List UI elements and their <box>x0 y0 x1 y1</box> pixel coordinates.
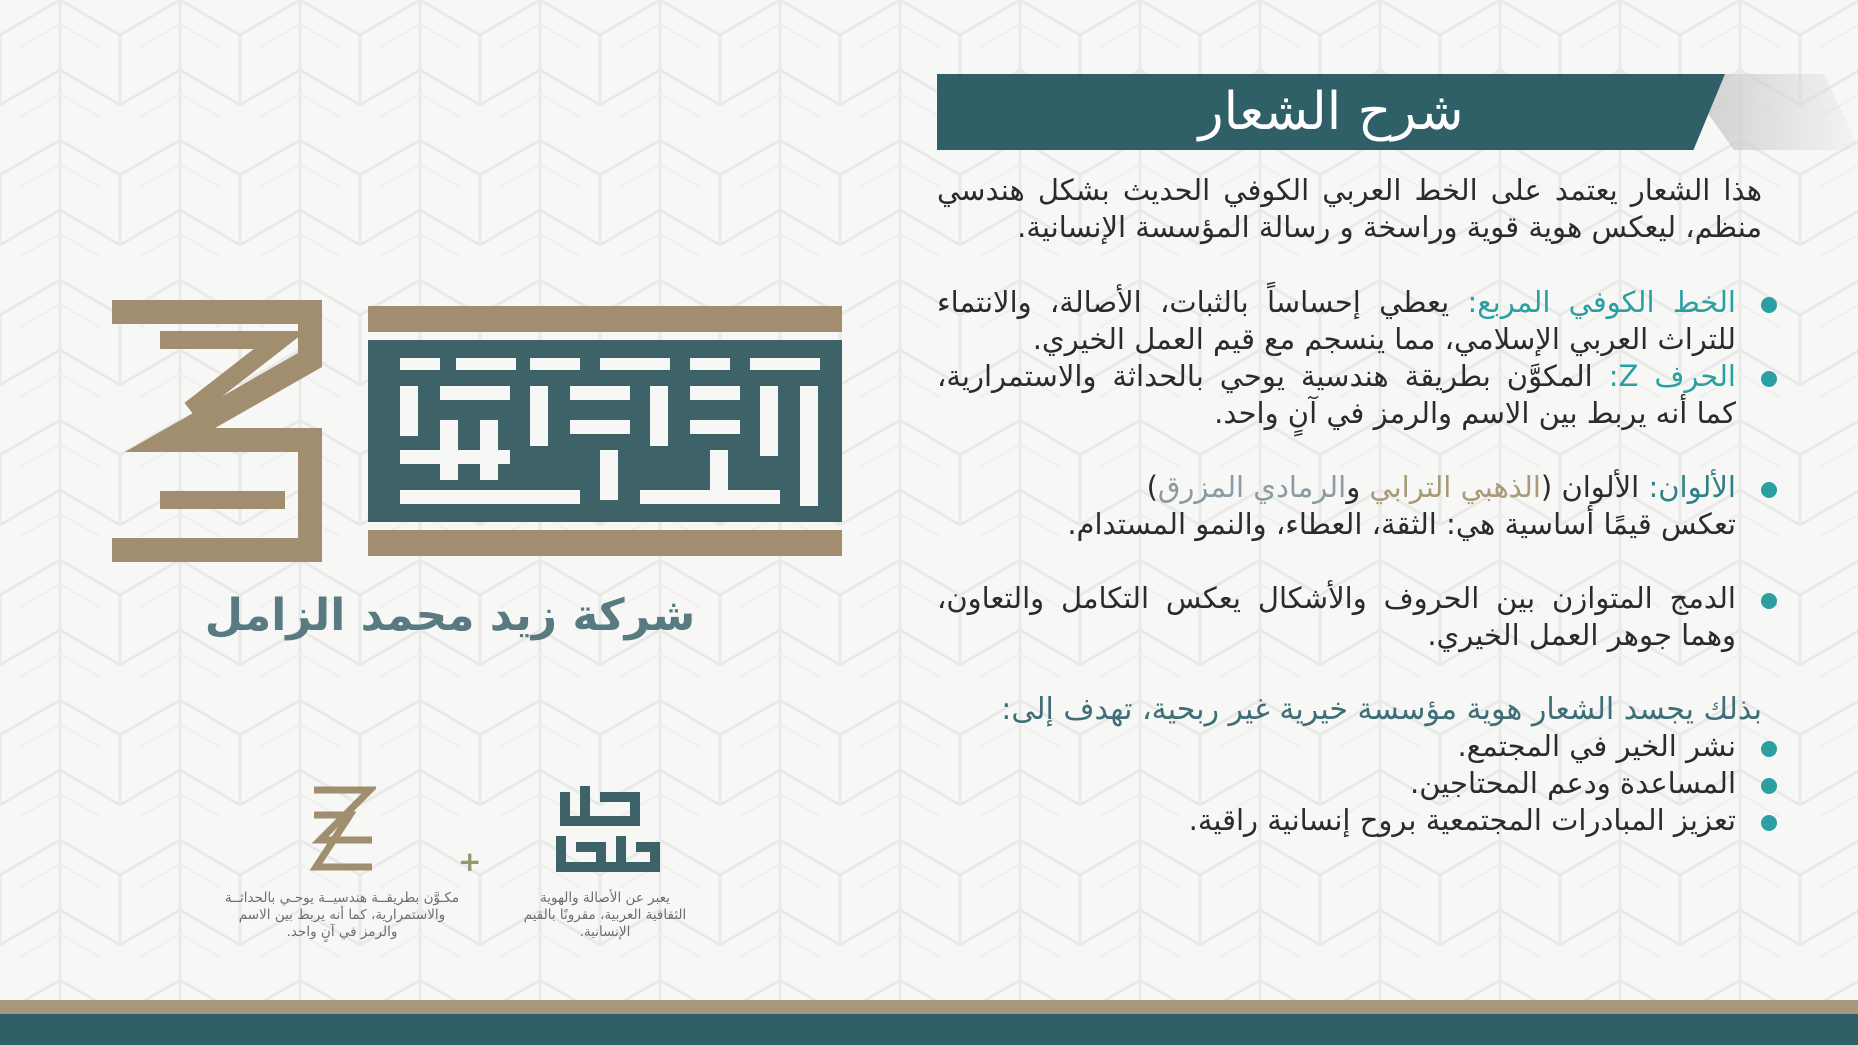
goal-item: المساعدة ودعم المحتاجين. <box>937 765 1762 802</box>
bullet-letter-z <box>937 358 1762 432</box>
bullet-label: الحرف Z: <box>1608 359 1736 393</box>
bullet-kufic-script <box>937 284 1762 358</box>
kufi-caption: يعبر عن الأصالة والهوية الثقافية العربية، مقرونًا بالقيم الإنسانية. <box>523 890 687 940</box>
gold-color-name: الذهبي الترابي <box>1369 470 1541 504</box>
bullet-colors <box>937 469 1762 543</box>
spacer <box>937 543 1762 580</box>
intro-paragraph: هذا الشعار يعتمد على الخط العربي الكوفي الحديث بشكل هندسي منظم، ليعكس هوية قوية وراسخة و رسالة المؤسسة الإنسانية. <box>937 173 1762 244</box>
spacer <box>937 654 1762 691</box>
page-title: شرح الشعار <box>1198 82 1464 142</box>
logo-top-bar <box>368 306 842 332</box>
z-letter-icon <box>112 312 310 550</box>
grey-color-name: الرمادي المزرق <box>1157 470 1347 504</box>
mini-z-icon <box>310 785 376 873</box>
conclusion-text: بذلك يجسد الشعار هوية مؤسسة خيرية غير ربحية، تهدف إلى: <box>1001 692 1762 727</box>
goal-item: نشر الخير في المجتمع. <box>937 728 1762 765</box>
explanation-content <box>937 172 1762 839</box>
bullet-label: الألوان: <box>1648 470 1736 504</box>
bullet-label: الخط الكوفي المربع: <box>1467 285 1736 319</box>
bullet-text: و <box>1346 470 1370 504</box>
company-name: شركة زيد محمد الزامل <box>204 590 696 641</box>
goal-item: تعزيز المبادرات المجتمعية بروح إنسانية راقية. <box>937 802 1762 839</box>
bullet-balance <box>937 580 1762 654</box>
bullet-text: يعطي إحساساً بالثبات، الأصالة، والانتماء للتراث العربي الإسلامي، مما ينسجم مع قيم العمل الخيري. <box>937 285 1736 356</box>
company-logo <box>100 300 842 562</box>
bullet-text: الألوان ( <box>1540 470 1649 504</box>
plus-sign: + <box>458 845 482 878</box>
bullet-text: الدمج المتوازن بين الحروف والأشكال يعكس التكامل والتعاون، وهما جوهر العمل الخيري. <box>937 581 1736 652</box>
z-caption: مكـوَّن بطريقــة هندسيــة يوحـي بالحداثــة والاستمرارية، كما أنه يربط بين الاسم والرمز في آنٍ واحد. <box>224 890 460 940</box>
bullet-text: تعكس قيمًا أساسية هي: الثقة، العطاء، والنمو المستدام. <box>1067 507 1736 541</box>
logo-bottom-bar <box>368 530 842 556</box>
bullet-text: المكوَّن بطريقة هندسية يوحي بالحداثة والاستمرارية، كما أنه يربط بين الاسم والرمز في آنٍ واحد. <box>937 359 1736 430</box>
footer-teal-stripe <box>0 1014 1858 1045</box>
kufi-script-icon <box>550 782 668 878</box>
spacer <box>937 432 1762 469</box>
footer-gold-stripe <box>0 1000 1858 1014</box>
bullet-text: ) <box>1146 470 1158 504</box>
